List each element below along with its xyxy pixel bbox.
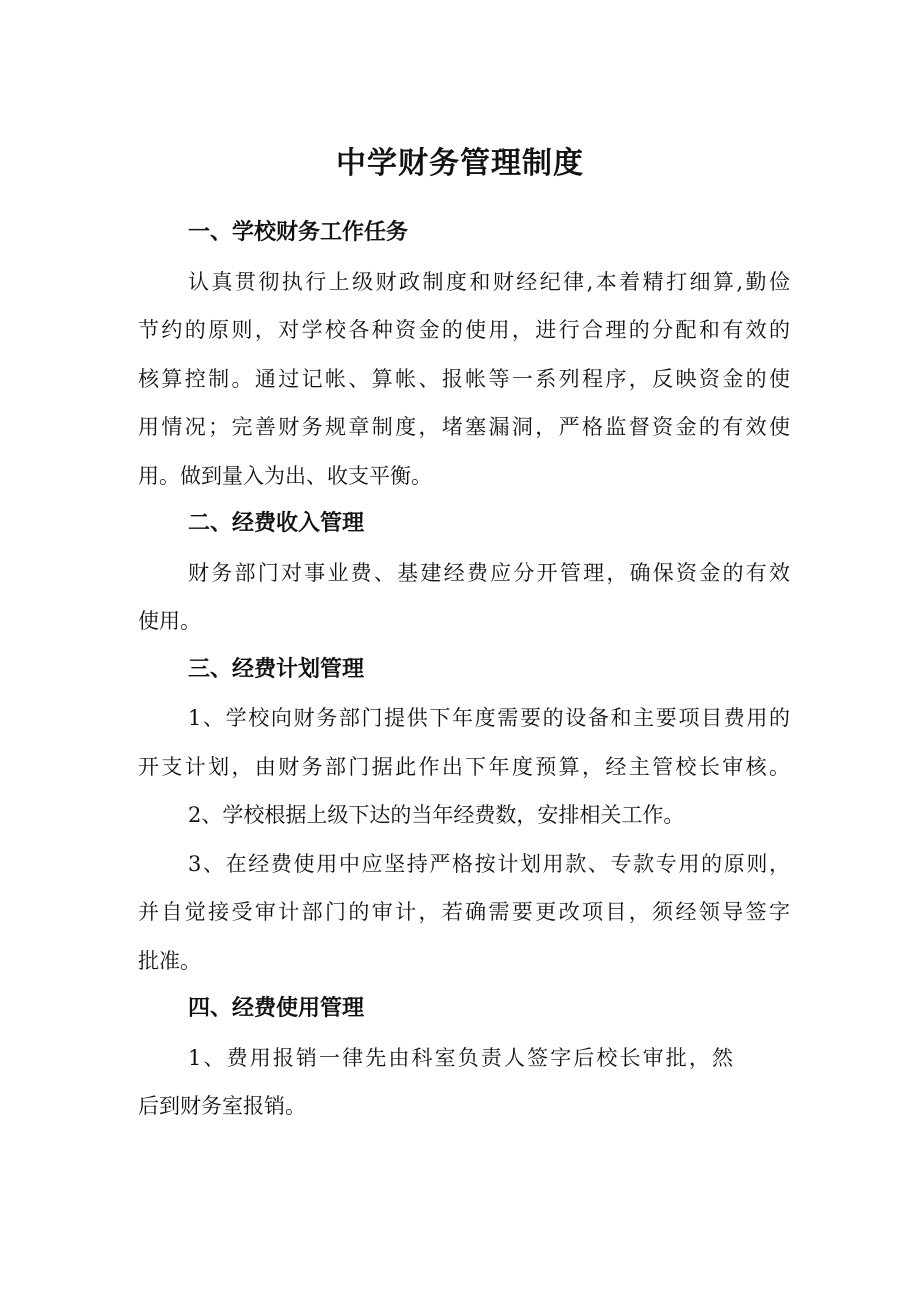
paragraph-line: 后到财务室报销。: [138, 1094, 306, 1118]
paragraph-line: 1、费用报销一律先由科室负责人签字后校长审批，然: [188, 1046, 733, 1070]
section-heading: 二、经费收入管理: [188, 511, 365, 536]
paragraph-line: 1、学校向财务部门提供下年度需要的设备和主要项目费用的: [188, 706, 790, 730]
paragraph-line: 批准。: [138, 949, 201, 973]
paragraph-line: 认真贯彻执行上级财政制度和财经纪律,本着精打细算,勤俭: [188, 270, 790, 294]
paragraph-line: 3、在经费使用中应坚持严格按计划用款、专款专用的原则，: [188, 852, 790, 876]
section-heading: 三、经费计划管理: [188, 657, 365, 682]
paragraph-line: 核算控制。通过记帐、算帐、报帐等一系列程序，反映资金的使: [138, 367, 790, 391]
paragraph-line: 开支计划，由财务部门据此作出下年度预算，经主管校长审核。: [138, 755, 790, 779]
paragraph-line: 用情况；完善财务规章制度，堵塞漏洞，严格监督资金的有效使: [138, 415, 790, 439]
paragraph-line: 节约的原则，对学校各种资金的使用，进行合理的分配和有效的: [138, 318, 790, 342]
paragraph-line: 使用。: [138, 609, 201, 633]
paragraph-line: 并自觉接受审计部门的审计，若确需要更改项目，须经领导签字: [138, 900, 790, 924]
paragraph-line: 用。做到量入为出、收支平衡。: [138, 464, 432, 488]
paragraph-line: 2、学校根据上级下达的当年经费数，安排相关工作。: [188, 803, 685, 827]
document-title: 中学财务管理制度: [336, 146, 584, 181]
section-heading: 四、经费使用管理: [188, 996, 365, 1021]
paragraph-line: 财务部门对事业费、基建经费应分开管理，确保资金的有效: [188, 561, 790, 585]
section-heading: 一、学校财务工作任务: [188, 220, 409, 245]
